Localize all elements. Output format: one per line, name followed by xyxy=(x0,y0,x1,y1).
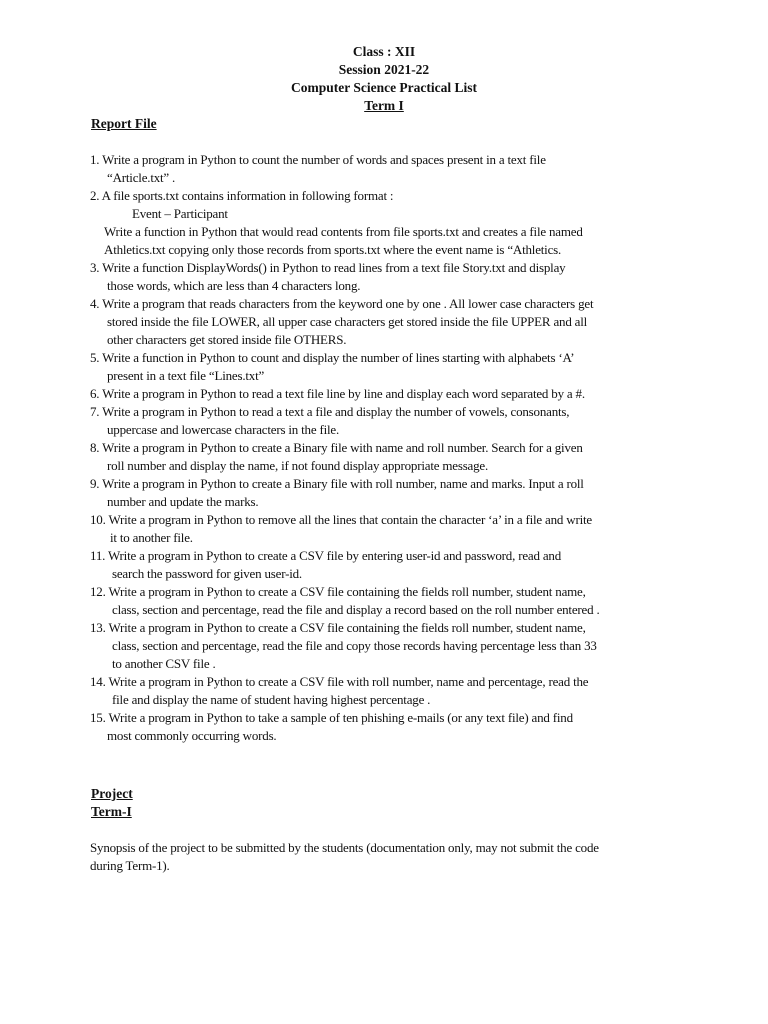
list-item-line: number and update the marks. xyxy=(107,494,259,509)
document-title: Computer Science Practical List xyxy=(290,80,478,95)
list-item xyxy=(90,673,690,709)
list-item xyxy=(90,583,690,619)
list-item-line: 14. Write a program in Python to create a CSV file with roll number, name and percentage, read the xyxy=(90,674,589,689)
list-item-line: file and display the name of student having highest percentage . xyxy=(112,692,431,707)
project-term-heading: Term-I xyxy=(91,804,132,819)
list-item-line: 15. Write a program in Python to take a sample of ten phishing e-mails (or any text file) and find xyxy=(90,710,573,725)
list-item xyxy=(90,439,690,475)
list-item-line: stored inside the file LOWER, all upper case characters get stored inside the file UPPER and all xyxy=(107,314,588,329)
list-item-line: Write a function in Python that would read contents from file sports.txt and creates a file named xyxy=(104,224,583,239)
list-item-line: 5. Write a function in Python to count and display the number of lines starting with alphabets ‘A’ xyxy=(90,350,575,365)
list-item-line: 2. A file sports.txt contains information in following format : xyxy=(90,188,394,203)
report-file-heading: Report File xyxy=(91,116,157,131)
practical-list xyxy=(90,151,690,745)
list-item-line: uppercase and lowercase characters in the file. xyxy=(107,422,340,437)
list-item-line: search the password for given user-id. xyxy=(112,566,302,581)
list-item-line: 11. Write a program in Python to create a CSV file by entering user-id and password, read and xyxy=(90,548,561,563)
list-item-line: 6. Write a program in Python to read a text file line by line and display each word separated by a #. xyxy=(90,386,585,401)
list-item-line: those words, which are less than 4 characters long. xyxy=(107,278,361,293)
list-item xyxy=(90,511,690,547)
class-line: Class : XII xyxy=(352,44,416,59)
list-item-line: 12. Write a program in Python to create a CSV file containing the fields roll number, student name, xyxy=(90,584,586,599)
list-item xyxy=(90,349,690,385)
list-item-line: it to another file. xyxy=(110,530,193,545)
list-item xyxy=(90,295,690,349)
list-item-line: class, section and percentage, read the file and copy those records having percentage less than 33 xyxy=(112,638,597,653)
list-item xyxy=(90,547,690,583)
list-item xyxy=(90,385,690,403)
synopsis-line: Synopsis of the project to be submitted by the students (documentation only, may not submit the code xyxy=(90,840,599,855)
list-item xyxy=(90,403,690,439)
list-item-line: to another CSV file . xyxy=(112,656,216,671)
list-item-line: 4. Write a program that reads characters from the keyword one by one . All lower case characters get xyxy=(90,296,594,311)
list-item xyxy=(90,187,690,259)
list-item xyxy=(90,709,690,745)
list-item-line: “Article.txt” . xyxy=(107,170,176,185)
term-heading: Term I xyxy=(364,98,404,113)
list-item-line: present in a text file “Lines.txt” xyxy=(107,368,265,383)
list-item-line: Event – Participant xyxy=(132,206,228,221)
synopsis-line: during Term-1). xyxy=(90,858,170,873)
document-header xyxy=(0,43,768,115)
list-item xyxy=(90,259,690,295)
list-item-line: 10. Write a program in Python to remove all the lines that contain the character ‘a’ in a file and write xyxy=(90,512,592,527)
session-line: Session 2021-22 xyxy=(338,62,430,77)
list-item-line: 3. Write a function DisplayWords() in Python to read lines from a text file Story.txt and display xyxy=(90,260,566,275)
project-heading: Project xyxy=(91,786,133,801)
list-item xyxy=(90,619,690,673)
list-item-line: roll number and display the name, if not found display appropriate message. xyxy=(107,458,489,473)
list-item xyxy=(90,151,690,187)
list-item xyxy=(90,475,690,511)
list-item-line: Athletics.txt copying only those records from sports.txt where the event name is “Athletics. xyxy=(104,242,562,257)
list-item-line: 8. Write a program in Python to create a Binary file with name and roll number. Search for a given xyxy=(90,440,583,455)
list-item-line: most commonly occurring words. xyxy=(107,728,277,743)
list-item-line: other characters get stored inside file OTHERS. xyxy=(107,332,347,347)
list-item-line: 13. Write a program in Python to create a CSV file containing the fields roll number, student name, xyxy=(90,620,586,635)
list-item-line: 7. Write a program in Python to read a text a file and display the number of vowels, consonants, xyxy=(90,404,570,419)
project-synopsis xyxy=(90,839,690,875)
list-item-line: 1. Write a program in Python to count the number of words and spaces present in a text file xyxy=(90,152,546,167)
list-item-line: class, section and percentage, read the file and display a record based on the roll number entered . xyxy=(112,602,600,617)
list-item-line: 9. Write a program in Python to create a Binary file with roll number, name and marks. Input a roll xyxy=(90,476,584,491)
